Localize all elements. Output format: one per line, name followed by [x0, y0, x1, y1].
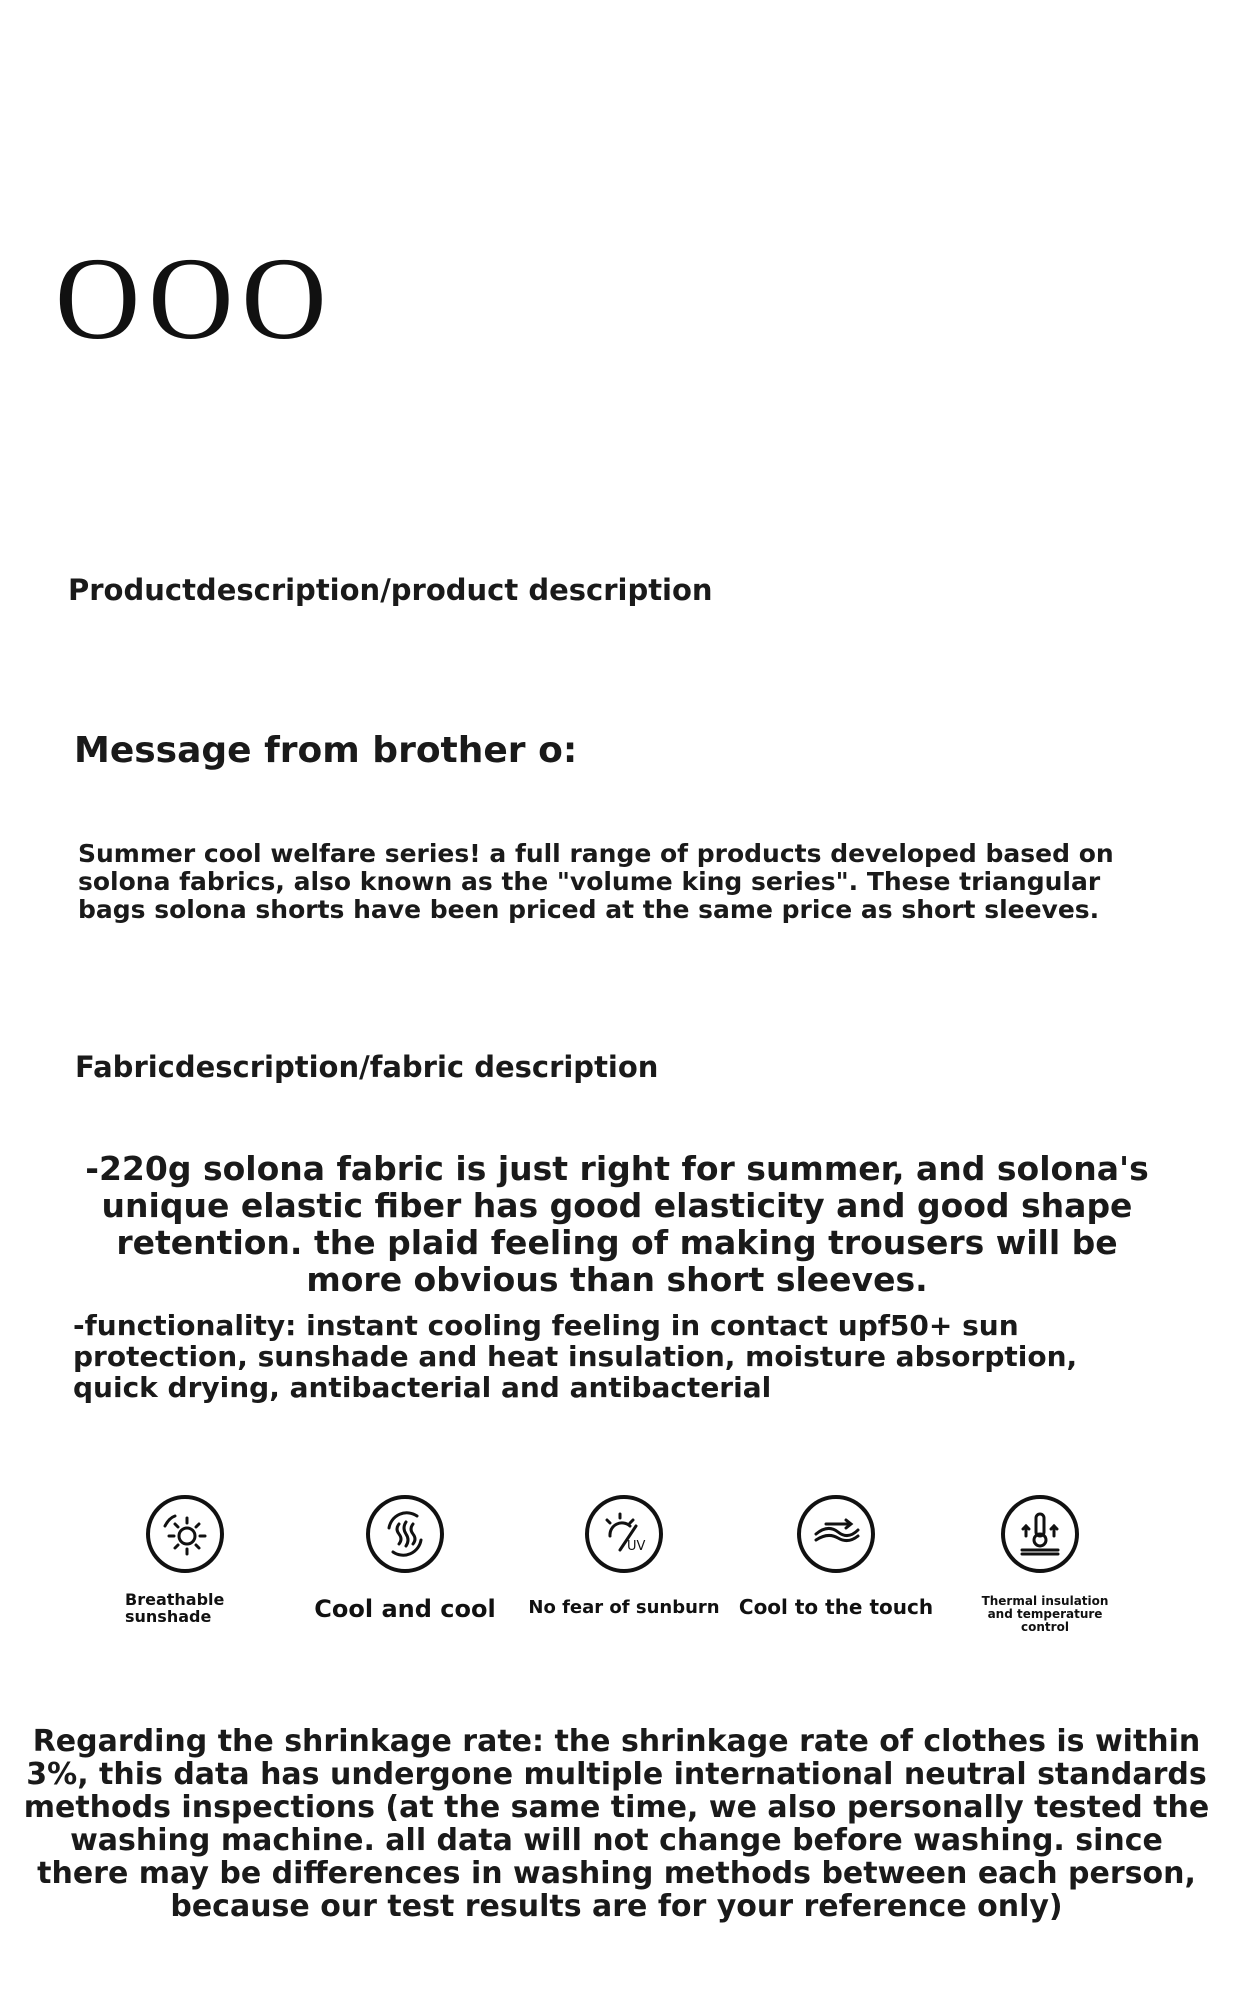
- heat-waves-icon: [366, 1495, 444, 1573]
- message-heading: Message from brother o:: [74, 730, 578, 771]
- feature-label: Thermal insulation and temperature control: [981, 1594, 1109, 1634]
- wind-fabric-icon: [797, 1495, 875, 1573]
- feature-label: Cool to the touch: [738, 1595, 934, 1619]
- shrinkage-note: Regarding the shrinkage rate: the shrinkage rate of clothes is within 3%, this data has undergone multiple international neutral standards methods inspections (at the same time, we also personally tested the washing machine. all data will not change before washing. since there may be differences in washing methods between each person, because our test results are for your reference only): [23, 1724, 1210, 1924]
- feature-cool: [295, 1495, 515, 1623]
- product-description-heading: Productdescription/product description: [68, 573, 713, 607]
- brand-logo: OOO: [55, 233, 335, 364]
- feature-label: Cool and cool: [314, 1595, 496, 1623]
- feature-label: No fear of sunburn: [528, 1597, 720, 1618]
- fabric-paragraph-functionality: -functionality: instant cooling feeling in contact upf50+ sun protection, sunshade and heat insulation, moisture absorption, quick drying, antibacterial and antibacterial: [73, 1309, 1078, 1404]
- feature-label: Breathable sunshade: [125, 1590, 225, 1626]
- sun-icon: [146, 1495, 224, 1573]
- feature-uv: [514, 1495, 734, 1618]
- uv-icon: [585, 1495, 663, 1573]
- feature-breathable: [75, 1495, 295, 1625]
- fabric-paragraph-weight: -220g solona fabric is just right for summer, and solona's unique elastic fiber has good elasticity and good shape retention. the plaid feeling of making trousers will be more obvious than short sleeves.: [85, 1149, 1149, 1299]
- feature-thermal: [930, 1495, 1150, 1634]
- message-body: Summer cool welfare series! a full range of products developed based on solona fabrics, also known as the "volume king series". These triangular bags solona shorts have been priced at the same price as short sleeves.: [78, 839, 1114, 924]
- fabric-description-heading: Fabricdescription/fabric description: [75, 1050, 659, 1084]
- feature-touch: [726, 1495, 946, 1619]
- thermometer-icon: [1001, 1495, 1079, 1573]
- svg-text:UV: UV: [627, 1539, 646, 1554]
